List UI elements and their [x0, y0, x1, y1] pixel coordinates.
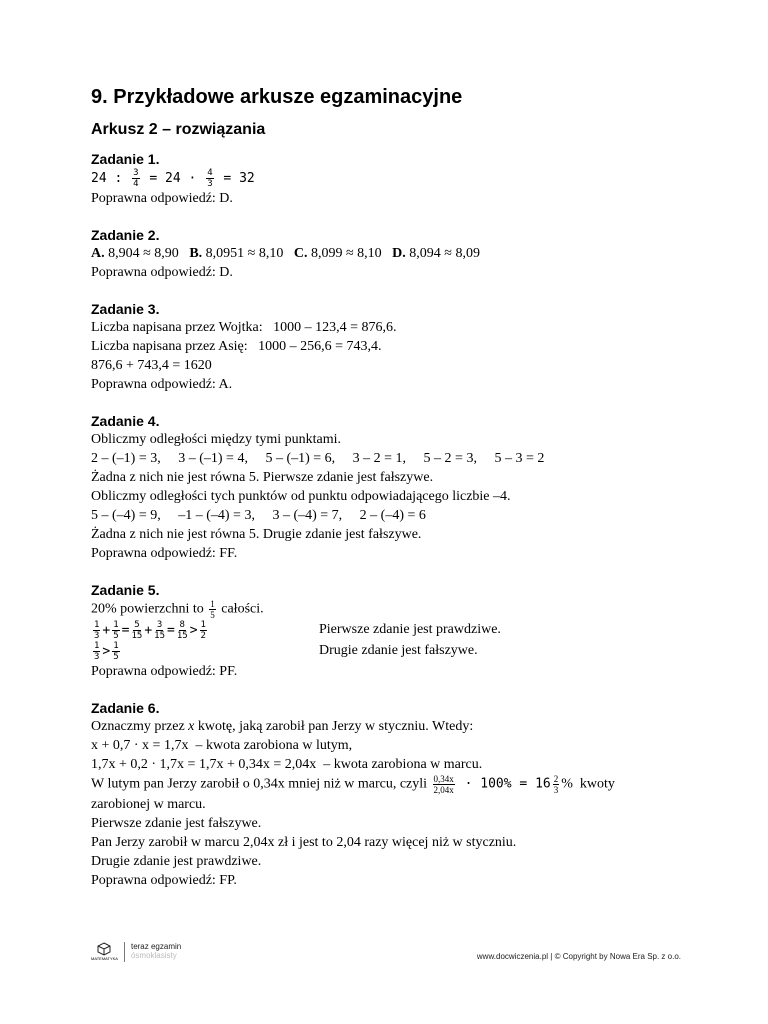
publisher-logo — [91, 942, 181, 962]
answer-line: Poprawna odpowiedź: A. — [91, 377, 233, 392]
answer-line: Poprawna odpowiedź: D. — [91, 265, 233, 280]
denominator: 15 — [154, 631, 166, 641]
option-letter: D. — [392, 246, 406, 261]
operator: > — [102, 644, 111, 659]
option-letter: B. — [189, 246, 203, 261]
text-line: Drugie zdanie jest prawdziwe. — [91, 854, 262, 869]
text-line: x + 0,7 · x = 1,7x – kwota zarobiona w lutym, — [91, 738, 353, 753]
answer-line: Poprawna odpowiedź: FP. — [91, 873, 237, 888]
equation — [91, 620, 319, 641]
option-value: 8,904 ≈ 8,90 — [104, 246, 190, 261]
denominator: 3 — [207, 179, 213, 189]
fraction — [132, 168, 139, 189]
math-text: 24 : — [91, 171, 131, 186]
task-title: Zadanie 2. — [91, 227, 160, 243]
task-title: Zadanie 1. — [91, 151, 160, 167]
denominator: 15 — [131, 631, 143, 641]
option-value: 8,0951 ≈ 8,10 — [202, 246, 294, 261]
text-line: zarobionej w marcu. — [91, 797, 206, 812]
fraction — [206, 168, 213, 189]
brand-line: teraz egzamin — [130, 942, 182, 951]
text-line: 5 – (–4) = 9, –1 – (–4) = 3, 3 – (–4) = 7, 2 – (–4) = 6 — [91, 508, 426, 523]
numerator: 4 — [207, 168, 213, 178]
text: całości. — [217, 601, 264, 617]
text-line: Pan Jerzy zarobił w marcu 2,04x zł i jest to 2,04 razy więcej niż w styczniu. — [91, 835, 517, 850]
text-line — [91, 717, 691, 736]
fraction — [112, 641, 119, 662]
page-footer — [91, 942, 681, 968]
footer-credits — [477, 952, 681, 961]
numerator: 5 — [134, 620, 140, 630]
fraction — [553, 774, 560, 795]
text-line — [91, 774, 691, 795]
numerator: 1 — [94, 620, 100, 630]
fraction — [132, 620, 143, 641]
website-link[interactable]: www.docwiczenia.pl — [476, 952, 549, 961]
denominator: 3 — [94, 631, 100, 641]
text-line: Obliczmy odległości między tymi punktami. — [91, 432, 342, 447]
numerator: 0,34x — [433, 774, 454, 784]
answer-line: Poprawna odpowiedź: PF. — [91, 664, 238, 679]
cube-icon — [97, 942, 111, 956]
task-title: Zadanie 6. — [91, 700, 160, 716]
text-line: 2 – (–1) = 3, 3 – (–1) = 4, 5 – (–1) = 6, 3 – 2 = 1, 5 – 2 = 3, 5 – 3 = 2 — [91, 451, 545, 466]
task-5 — [91, 581, 691, 681]
comparison-row — [91, 620, 691, 641]
option-letter: A. — [91, 246, 105, 261]
text-line: Pierwsze zdanie jest fałszywe. — [91, 816, 262, 831]
comparison-row — [91, 641, 691, 662]
variable: x — [188, 719, 195, 734]
logo-label: MATEMATYKA — [91, 956, 118, 961]
denominator: 5 — [113, 631, 119, 641]
fraction — [177, 620, 188, 641]
option-value: 8,099 ≈ 8,10 — [307, 246, 393, 261]
math-text: · 100% = 16 — [456, 776, 551, 792]
text-line: Liczba napisana przez Wojtka: 1000 – 123,4 = 876,6. — [91, 320, 397, 335]
answer-line: Poprawna odpowiedź: FF. — [91, 546, 238, 561]
text: Oznaczmy przez — [91, 719, 189, 734]
brand-name — [131, 942, 181, 960]
denominator: 5 — [113, 652, 119, 662]
text: W lutym pan Jerzy zarobił o 0,34x mniej niż w marcu, czyli — [91, 776, 431, 792]
logo-mark — [91, 942, 118, 962]
option-letter: C. — [293, 246, 308, 261]
denominator: 15 — [176, 631, 188, 641]
task-1 — [91, 150, 691, 208]
options-line — [91, 244, 691, 263]
task-title: Zadanie 3. — [91, 301, 160, 317]
numerator: 3 — [133, 168, 139, 178]
task-2 — [91, 226, 691, 282]
numerator: 1 — [200, 620, 206, 630]
answer-line: Poprawna odpowiedź: D. — [91, 191, 233, 206]
text: % kwoty — [561, 776, 615, 792]
operator: = — [121, 623, 130, 638]
numerator: 1 — [94, 641, 100, 651]
numerator: 1 — [113, 641, 119, 651]
fraction — [433, 774, 455, 795]
math-text: = 32 — [215, 171, 255, 186]
separator: | — [550, 952, 553, 961]
operator: = — [167, 623, 175, 638]
text-line: Liczba napisana przez Asię: 1000 – 256,6 = 743,4. — [91, 339, 382, 354]
page-title: 9. Przykładowe arkusze egzaminacyjne — [91, 86, 463, 108]
numerator: 3 — [156, 620, 163, 630]
text-line: 1,7x + 0,2 · 1,7x = 1,7x + 0,34x = 2,04x – kwota zarobiona w marcu. — [91, 757, 483, 772]
denominator: 3 — [553, 785, 559, 795]
statement-text: Pierwsze zdanie jest prawdziwe. — [319, 622, 501, 637]
fraction — [154, 620, 165, 641]
logo-divider — [124, 942, 125, 962]
fraction — [112, 620, 119, 641]
task-title: Zadanie 4. — [91, 413, 160, 429]
operator: + — [102, 623, 111, 638]
denominator: 4 — [133, 179, 139, 189]
operator: + — [144, 623, 153, 638]
denominator: 2 — [200, 631, 206, 641]
text-line — [91, 599, 691, 620]
denominator: 5 — [210, 610, 215, 620]
equation-line — [91, 168, 691, 189]
option-value: 8,094 ≈ 8,09 — [405, 246, 480, 261]
operator: > — [189, 623, 198, 638]
denominator: 3 — [94, 652, 100, 662]
fraction — [200, 620, 207, 641]
numerator: 1 — [113, 620, 119, 630]
numerator: 2 — [553, 774, 559, 784]
numerator: 8 — [179, 620, 185, 630]
numerator: 1 — [210, 599, 215, 609]
text: 20% powierzchni to — [91, 601, 208, 617]
text-line: Żadna z nich nie jest równa 5. Drugie zdanie jest fałszywe. — [91, 527, 422, 542]
math-text: = 24 · — [141, 171, 205, 186]
text-line: Obliczmy odległości tych punktów od punktu odpowiadającego liczbie –4. — [91, 489, 511, 504]
task-title: Zadanie 5. — [91, 582, 160, 598]
fraction — [93, 641, 100, 662]
brand-line: ósmoklasisty — [130, 951, 177, 960]
copyright-text: © Copyright by Nowa Era Sp. z o.o. — [554, 952, 681, 961]
equation — [91, 641, 319, 662]
task-6 — [91, 699, 691, 890]
document-page — [91, 84, 691, 908]
page-subtitle: Arkusz 2 – rozwiązania — [91, 121, 266, 138]
task-4 — [91, 412, 691, 563]
text: kwotę, jaką zarobił pan Jerzy w styczniu. Wtedy: — [194, 719, 474, 734]
fraction — [209, 599, 216, 620]
statement-text: Drugie zdanie jest fałszywe. — [319, 643, 478, 658]
fraction — [93, 620, 100, 641]
task-3 — [91, 300, 691, 394]
denominator: 2,04x — [433, 785, 454, 795]
text-line: Żadna z nich nie jest równa 5. Pierwsze zdanie jest fałszywe. — [91, 470, 434, 485]
text-line: 876,6 + 743,4 = 1620 — [91, 358, 212, 373]
